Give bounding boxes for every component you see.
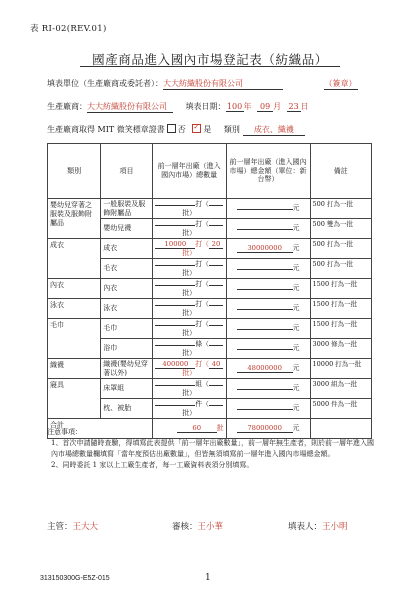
page-title: 國產商品進入國內市場登記表（紡織品） <box>92 52 328 67</box>
item-cell: 毛巾 <box>101 319 153 339</box>
registration-table <box>47 143 372 439</box>
factory-label: 生產廠商： <box>47 102 87 111</box>
qty-unit: 打（ <box>195 200 209 209</box>
lot-unit: 批） <box>182 328 196 337</box>
value-cell[interactable] <box>226 259 310 279</box>
note-cell: 500 雙為一批 <box>310 219 371 239</box>
value-unit: 元 <box>292 204 300 213</box>
factory-row <box>47 101 309 113</box>
qty-value[interactable] <box>155 385 195 386</box>
filler-signature <box>288 520 348 532</box>
lot-value[interactable] <box>209 225 223 226</box>
mit-yes-label: 是 <box>203 125 212 134</box>
value-amount[interactable]: 30000000 <box>237 244 293 253</box>
value-cell[interactable] <box>226 319 310 339</box>
quantity-cell[interactable] <box>152 239 226 259</box>
mit-label: 生產廠商取得 MIT 微笑標章證書 <box>47 125 165 134</box>
quantity-cell[interactable] <box>152 399 226 419</box>
filler-value[interactable]: 王小明 <box>322 522 348 532</box>
supervisor-value[interactable]: 王大大 <box>72 522 99 532</box>
lot-value[interactable] <box>209 405 223 406</box>
value-amount[interactable]: 48000000 <box>237 364 293 373</box>
value-amount[interactable] <box>237 409 293 410</box>
value-cell[interactable] <box>226 199 310 219</box>
note-item-1: 1、首次申請隨時查驗，得填寫此表提供「前一層年出廠數量」，前一層年無生產者，則於前一層年進入國內市場總數量欄填寫「當年度預估出廠數量」，但皆無須填寫前一層年進入國內市場總金額。 <box>51 438 374 458</box>
value-amount[interactable] <box>237 329 293 330</box>
value-amount[interactable] <box>237 389 293 390</box>
quantity-cell[interactable] <box>152 279 226 299</box>
qty-unit: 打（ <box>195 220 209 229</box>
category-cell: 內衣 <box>48 279 101 299</box>
item-cell: 內衣 <box>101 279 153 299</box>
item-cell: 成衣 <box>101 239 153 259</box>
applicant-field[interactable]: 大大紡織股份有限公司 <box>163 78 283 90</box>
quantity-cell[interactable] <box>152 259 226 279</box>
header-item: 項目 <box>101 144 153 199</box>
lot-unit: 批） <box>182 388 196 397</box>
page-number: 1 <box>205 573 211 583</box>
lot-unit: 批） <box>182 208 196 217</box>
qty-value[interactable] <box>155 265 195 266</box>
quantity-cell[interactable] <box>152 319 226 339</box>
quantity-cell[interactable] <box>152 299 226 319</box>
value-cell[interactable] <box>226 299 310 319</box>
title-underline <box>80 66 340 67</box>
qty-value[interactable]: 400000 <box>155 360 195 369</box>
table-row <box>48 199 372 219</box>
item-cell: 床罩組 <box>101 379 153 399</box>
value-unit: 元 <box>292 404 300 413</box>
lot-unit: 批） <box>182 348 196 357</box>
table-row <box>48 279 372 299</box>
note-cell: 1500 打為一批 <box>310 299 371 319</box>
applicant-row <box>47 78 358 90</box>
value-cell[interactable] <box>226 219 310 239</box>
header-value: 前一層年出廠（進入國內市場）總金額（單位：新台幣） <box>226 144 310 199</box>
lot-value[interactable] <box>209 345 223 346</box>
reviewer-label: 審核： <box>172 522 198 532</box>
item-cell: 織襪(嬰幼兒穿著以外) <box>101 359 153 379</box>
supervisor-signature <box>47 520 98 532</box>
table-row <box>48 379 372 399</box>
notes-section <box>47 427 377 470</box>
lot-unit: 批） <box>182 268 196 277</box>
value-cell[interactable] <box>226 399 310 419</box>
date-year-field[interactable]: 100 <box>226 102 243 111</box>
qty-unit: 打（ <box>195 320 209 329</box>
total-value-amount[interactable]: 78000000 <box>237 424 293 433</box>
stamp-label: （簽章） <box>324 79 357 88</box>
lot-value[interactable] <box>209 205 223 206</box>
value-unit: 元 <box>292 264 300 273</box>
value-cell[interactable] <box>226 379 310 399</box>
reviewer-signature <box>172 520 223 532</box>
total-lots-unit: 批 <box>216 423 224 432</box>
qty-unit: 打（ <box>195 300 209 309</box>
value-unit: 元 <box>292 284 300 293</box>
mit-row <box>47 124 305 136</box>
quantity-cell[interactable] <box>152 359 226 379</box>
filler-label: 填表人： <box>288 522 323 532</box>
qty-unit: 件（ <box>195 400 209 409</box>
qty-unit: 打（ <box>195 359 209 368</box>
note-cell: 3000 組為一批 <box>310 379 371 399</box>
qty-unit: 組（ <box>195 380 209 389</box>
note-cell: 500 打為一批 <box>310 239 371 259</box>
table-row <box>48 359 372 379</box>
header-note: 備註 <box>310 144 371 199</box>
category-cell: 寢具 <box>48 379 101 419</box>
note-item-2: 2、同時委託 1 家以上工廠生產者，每一工廠資料表須分別填寫。 <box>51 460 254 469</box>
date-day-field[interactable]: 23 <box>288 102 299 111</box>
reviewer-value[interactable]: 王小華 <box>197 522 224 532</box>
quantity-cell[interactable] <box>152 379 226 399</box>
total-value-unit: 元 <box>292 423 300 432</box>
qty-value[interactable] <box>155 325 195 326</box>
qty-value[interactable] <box>155 225 195 226</box>
date-month-unit: 月 <box>273 102 282 111</box>
category-cell: 嬰幼兒穿著之服裝及服飾附屬品 <box>48 199 101 239</box>
lot-unit: 批） <box>182 408 196 417</box>
qty-value[interactable] <box>155 405 195 406</box>
mit-no-checkbox[interactable] <box>167 124 176 133</box>
lot-unit: 批） <box>182 288 196 297</box>
category-cell: 毛巾 <box>48 319 101 359</box>
lot-unit: 批） <box>182 308 196 317</box>
mit-no-label: 否 <box>177 125 186 134</box>
qty-unit: 打（ <box>195 239 209 248</box>
total-label: 合計 <box>48 419 153 439</box>
supervisor-label: 主管： <box>47 522 73 532</box>
qty-value[interactable] <box>155 285 195 286</box>
note-cell: 500 打為一批 <box>310 199 371 219</box>
document-code: 313150300G-E5Z-015 <box>40 575 110 582</box>
note-cell: 5000 件為一批 <box>310 399 371 419</box>
value-cell[interactable] <box>226 359 310 379</box>
value-unit: 元 <box>292 344 300 353</box>
item-cell: 浴巾 <box>101 339 153 359</box>
value-unit: 元 <box>292 304 300 313</box>
lot-value[interactable] <box>209 385 223 386</box>
value-amount[interactable] <box>237 349 293 350</box>
qty-unit: 打（ <box>195 280 209 289</box>
notes-heading: 注意事項： <box>47 428 82 436</box>
qty-value[interactable] <box>155 345 195 346</box>
category-label: 類別 <box>223 125 240 134</box>
lot-value[interactable] <box>209 285 223 286</box>
note-cell: 1500 打為一批 <box>310 279 371 299</box>
table-row <box>48 239 372 259</box>
table-header-row <box>48 144 372 199</box>
category-field[interactable]: 成衣、織襪 <box>243 124 305 136</box>
note-cell: 10000 打為一批 <box>310 359 371 379</box>
note-cell: 1500 打為一批 <box>310 319 371 339</box>
value-amount[interactable] <box>237 289 293 290</box>
date-day-unit: 日 <box>300 102 309 111</box>
lot-unit: 批） <box>182 249 196 257</box>
category-cell: 泳衣 <box>48 299 101 319</box>
form-id: 表 RI-02(REV.01) <box>30 24 107 34</box>
date-month-field[interactable]: 09 <box>257 102 273 112</box>
qty-value[interactable] <box>155 205 195 206</box>
date-label: 填表日期： <box>185 102 226 111</box>
value-unit: 元 <box>292 224 300 233</box>
lot-unit: 批） <box>182 228 196 237</box>
lot-value[interactable]: 40 <box>209 360 223 369</box>
qty-unit: 打（ <box>195 260 209 269</box>
item-cell: 一般服裝及服飾附屬品 <box>101 199 153 219</box>
note-cell: 3000 條為一批 <box>310 339 371 359</box>
table-row <box>48 299 372 319</box>
value-amount[interactable] <box>237 229 293 230</box>
item-cell: 泳衣 <box>101 299 153 319</box>
qty-value[interactable] <box>155 305 195 306</box>
note-cell: 500 打為一批 <box>310 259 371 279</box>
category-cell: 成衣 <box>48 239 101 279</box>
applicant-label: 填表單位（生產廠商或委託者）： <box>47 79 163 88</box>
qty-unit: 條（ <box>195 340 209 349</box>
item-cell: 枕、被胎 <box>101 399 153 419</box>
value-amount[interactable] <box>237 309 293 310</box>
value-cell[interactable] <box>226 339 310 359</box>
lot-unit: 批） <box>182 369 196 377</box>
quantity-cell[interactable] <box>152 199 226 219</box>
value-cell[interactable] <box>226 279 310 299</box>
date-year-unit: 年 <box>243 102 252 111</box>
lot-value[interactable]: 20 <box>209 240 223 249</box>
lot-value[interactable] <box>209 265 223 266</box>
factory-field[interactable]: 大大紡織股份有限公司 <box>87 101 173 113</box>
header-category: 類別 <box>48 144 101 199</box>
quantity-cell[interactable] <box>152 219 226 239</box>
category-cell: 織襪 <box>48 359 101 379</box>
value-amount[interactable] <box>237 269 293 270</box>
value-unit: 元 <box>292 324 300 333</box>
header-quantity: 前一層年出廠（進入國內市場）總數量 <box>152 144 226 199</box>
total-lots-value[interactable]: 60 <box>177 424 217 433</box>
value-amount[interactable] <box>237 209 293 210</box>
qty-value[interactable]: 10000 <box>155 240 195 249</box>
value-cell[interactable] <box>226 239 310 259</box>
table-row <box>48 319 372 339</box>
value-unit: 元 <box>292 384 300 393</box>
lot-value[interactable] <box>209 325 223 326</box>
quantity-cell[interactable] <box>152 339 226 359</box>
item-cell: 嬰幼兒襪 <box>101 219 153 239</box>
value-unit: 元 <box>292 243 300 252</box>
item-cell: 毛衣 <box>101 259 153 279</box>
mit-yes-checkbox[interactable] <box>192 124 201 133</box>
value-unit: 元 <box>292 363 300 372</box>
lot-value[interactable] <box>209 305 223 306</box>
